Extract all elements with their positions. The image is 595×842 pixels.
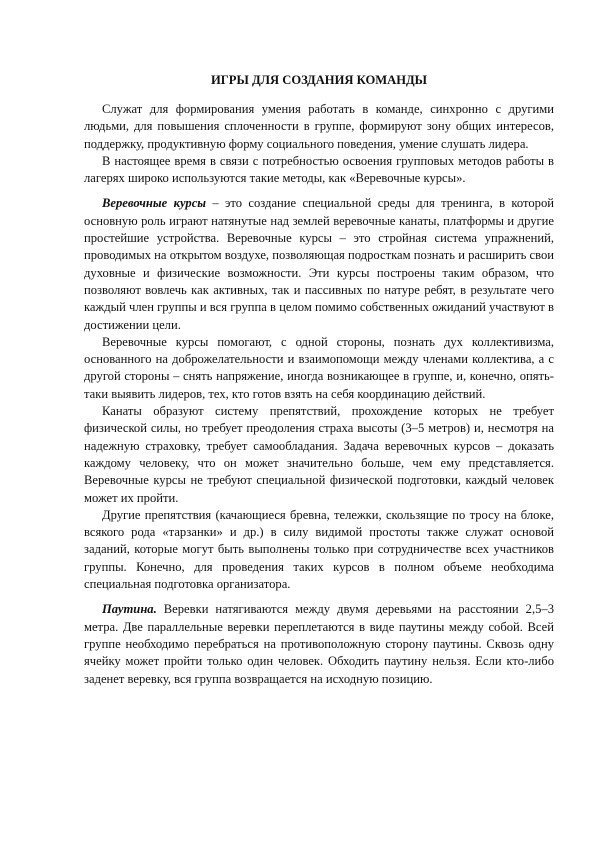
web-game-term: Паутина. xyxy=(102,602,157,617)
document-title: ИГРЫ ДЛЯ СОЗДАНИЯ КОМАНДЫ xyxy=(210,73,428,87)
intro-paragraph-2: В настоящее время в связи с потребностью освоения групповых методов работы в лагерях широко используются такие методы, как «Веревочные курсы». xyxy=(84,153,554,186)
section-gap xyxy=(84,593,554,601)
rope-courses-paragraph-3: Канаты образуют систему препятствий, прохождение которых не требует физической силы, но требует преодоления страха высоты (3–5 метров) и, несмотря на надежную страховку, требует самообладания. Задача веревочных курсов – доказать каждому человеку, что он может значительно больше, чем ему представляется. Веревочные курсы не требуют специальной физической подготовки, каждый человек может их пройти. xyxy=(84,404,554,505)
document-page xyxy=(84,72,554,688)
rope-courses-definition-paragraph xyxy=(84,195,554,333)
rope-courses-term: Веревочные курсы xyxy=(102,196,207,211)
rope-courses-paragraph-4: Другие препятствия (качающиеся бревна, тележки, скользящие по тросу на блоке, всякого рода «тарзанки» и др.) в силу видимой простоты также служат основой заданий, которые могут быть выполнены только при сотрудничестве всех участников группы. Конечно, для проведения таких курсов в полном объеме необходима специальная подготовка организатора. xyxy=(84,507,554,592)
section-gap xyxy=(84,187,554,195)
web-game-paragraph xyxy=(84,601,554,687)
rope-courses-paragraph-2: Веревочные курсы помогают, с одной стороны, познать дух коллективизма, основанного на доброжелательности и взаимопомощи между членами коллектива, а с другой стороны – снять напряжение, иногда возникающее в группе, и, конечно, опять-таки выявить лидеров, тех, кто готов взять на себя координацию действий. xyxy=(84,334,554,401)
intro-paragraph-1: Служат для формирования умения работать в команде, синхронно с другими людьми, для повышения сплоченности в группе, формируют зону общих интересов, поддержку, продуктивную форму социального поведения, умение слушать лидера. xyxy=(84,102,554,151)
rope-courses-definition-text: – это создание специальной среды для тренинга, в которой основную роль играют натянутые над землей веревочные канаты, платформы и другие простейшие устройства. Веревочные курсы – это стройная система упражнений, проводимых на открытом воздухе, позволяющая подросткам познать и расширить свои духовные и физические возможности. Эти курсы построены таким образом, что позволяют вовлечь как активных, так и пассивных по натуре ребят, в результате чего каждый член группы и вся группа в целом помимо собственных ожиданий участвуют в достижении цели. xyxy=(84,196,554,332)
web-game-text: Веревки натягиваются между двумя деревьями на расстоянии 2,5–3 метра. Две параллельные веревки переплетаются в виде паутины между собой. Всей группе необходимо перебраться на противоположную сторону паутины. Сквозь одну ячейку может пройти только один человек. Обходить паутину нельзя. Если кто-либо заденет веревку, вся группа возвращается на исходную позицию. xyxy=(84,602,554,686)
